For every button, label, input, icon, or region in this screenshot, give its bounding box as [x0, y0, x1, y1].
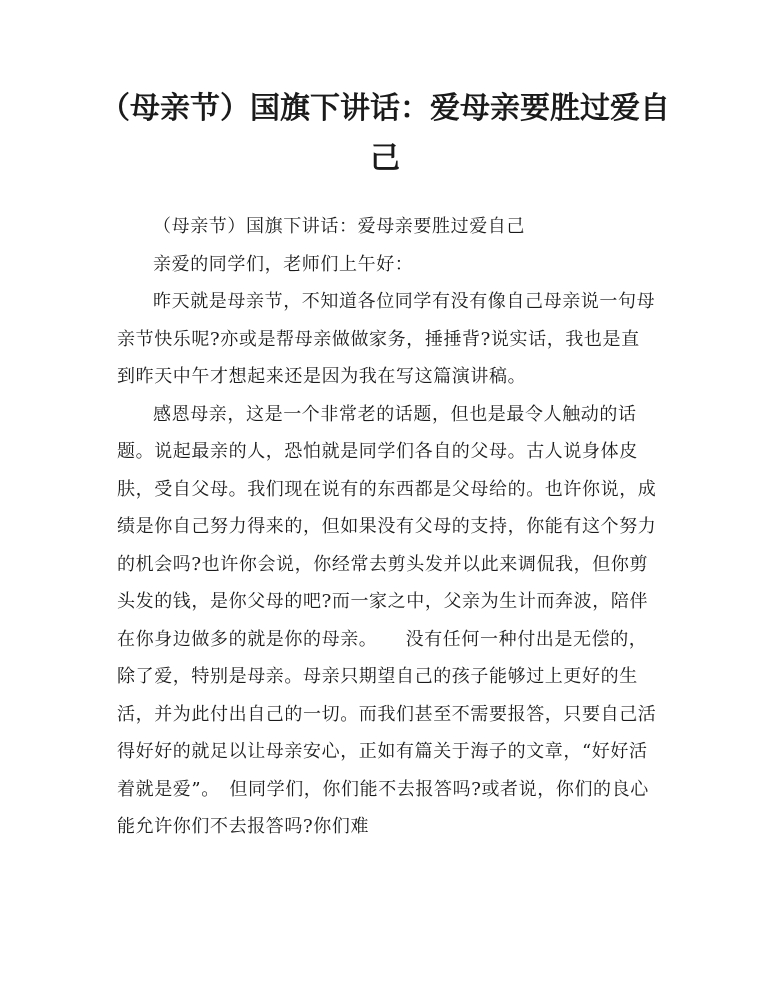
- paragraph-main: 感恩母亲，这是一个非常老的话题，但也是最令人触动的话题。说起最亲的人，恐怕就是同学们各自的父母。古人说身体皮肤，受自父母。我们现在说有的东西都是父母给的。也许你说，成绩是你自己努力得来的，但如果没有父母的支持，你能有这个努力的机会吗?也许你会说，你经常去剪头发并以此来调侃我，但你剪头发的钱，是你父母的吧?而一家之中，父亲为生计而奔波，陪伴在你身边做多的就是你的母亲。 没有任何一种付出是无偿的，除了爱，特别是母亲。母亲只期望自己的孩子能够过上更好的生活，并为此付出自己的一切。而我们甚至不需要报答，只要自己活得好好的就足以让母亲安心，正如有篇关于海子的文章，“好好活着就是爱”。 但同学们，你们能不去报答吗?或者说，你们的良心能允许你们不去报答吗?你们难: [117, 403, 657, 837]
- document-title: （母亲节）国旗下讲话：爱母亲要胜过爱自己: [100, 91, 670, 176]
- paragraph-intro: 昨天就是母亲节，不知道各位同学有没有像自己母亲说一句母亲节快乐呢?亦或是帮母亲做做家务，捶捶背?说实话，我也是直到昨天中午才想起来还是因为我在写这篇演讲稿。: [117, 291, 656, 387]
- document-body: [117, 208, 657, 846]
- paragraph-greeting: 亲爱的同学们，老师们上午好：: [153, 253, 414, 275]
- paragraph-subtitle: （母亲节）国旗下讲话：爱母亲要胜过爱自己: [153, 216, 525, 237]
